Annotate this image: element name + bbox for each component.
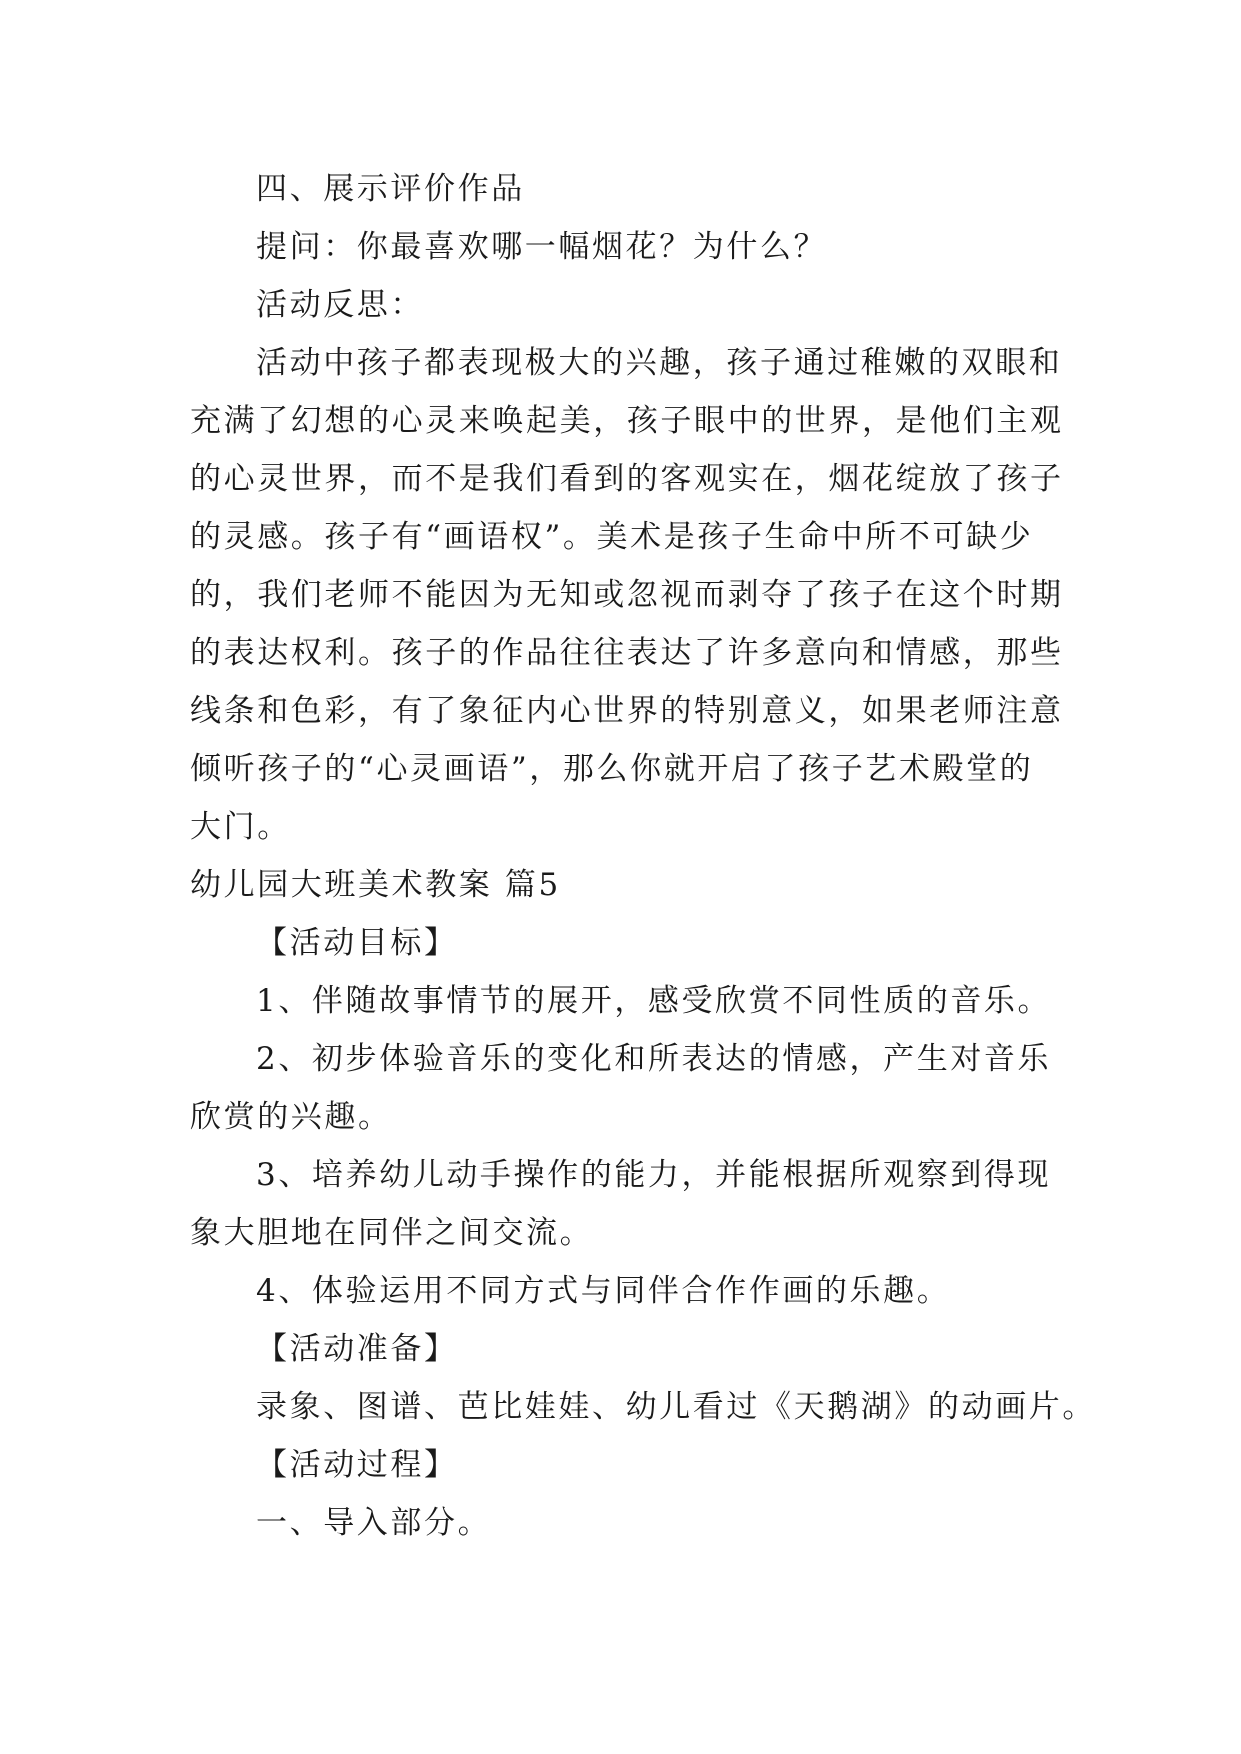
paragraph-line: 欣赏的兴趣。 — [190, 1099, 392, 1135]
paragraph-line: 的心灵世界，而不是我们看到的客观实在，烟花绽放了孩子 — [190, 461, 1064, 497]
goal-item-3 — [190, 1146, 1050, 1262]
goal-item-2 — [190, 1030, 1050, 1146]
goals-heading: 【活动目标】 — [256, 925, 458, 961]
paragraph-line: 象大胆地在同伴之间交流。 — [190, 1215, 594, 1251]
paragraph-line: 2、初步体验音乐的变化和所表达的情感，产生对音乐 — [256, 1041, 1052, 1077]
goal-item-4: 4、体验运用不同方式与同伴合作作画的乐趣。 — [256, 1273, 951, 1309]
process-step-1: 一、导入部分。 — [256, 1505, 492, 1541]
paragraph-line: 倾听孩子的“心灵画语”，那么你就开启了孩子艺术殿堂的 — [190, 751, 1034, 787]
paragraph-line: 的，我们老师不能因为无知或忽视而剥夺了孩子在这个时期 — [190, 577, 1064, 613]
process-heading: 【活动过程】 — [256, 1447, 458, 1483]
paragraph-line: 的表达权利。孩子的作品往往表达了许多意向和情感，那些 — [190, 635, 1064, 671]
document-body — [190, 160, 1096, 1552]
paragraph-line: 大门。 — [190, 809, 291, 845]
goal-item-1: 1、伴随故事情节的展开，感受欣赏不同性质的音乐。 — [256, 983, 1052, 1019]
paragraph-line: 的灵感。孩子有“画语权”。美术是孩子生命中所不可缺少 — [190, 519, 1034, 555]
question-line: 提问：你最喜欢哪一幅烟花？为什么？ — [256, 229, 828, 265]
preparation-heading: 【活动准备】 — [256, 1331, 458, 1367]
preparation-text: 录象、图谱、芭比娃娃、幼儿看过《天鹅湖》的动画片。 — [256, 1389, 1096, 1425]
paragraph-line: 线条和色彩，有了象征内心世界的特别意义，如果老师注意 — [190, 693, 1064, 729]
reflection-label: 活动反思： — [256, 287, 424, 323]
lesson-title: 幼儿园大班美术教案 篇5 — [190, 867, 561, 903]
section-heading-display-evaluate: 四、展示评价作品 — [256, 171, 525, 207]
paragraph-line: 活动中孩子都表现极大的兴趣，孩子通过稚嫩的双眼和 — [256, 345, 1063, 381]
reflection-paragraph — [190, 334, 1064, 856]
paragraph-line: 3、培养幼儿动手操作的能力，并能根据所观察到得现 — [256, 1157, 1052, 1193]
paragraph-line: 充满了幻想的心灵来唤起美，孩子眼中的世界，是他们主观 — [190, 403, 1064, 439]
